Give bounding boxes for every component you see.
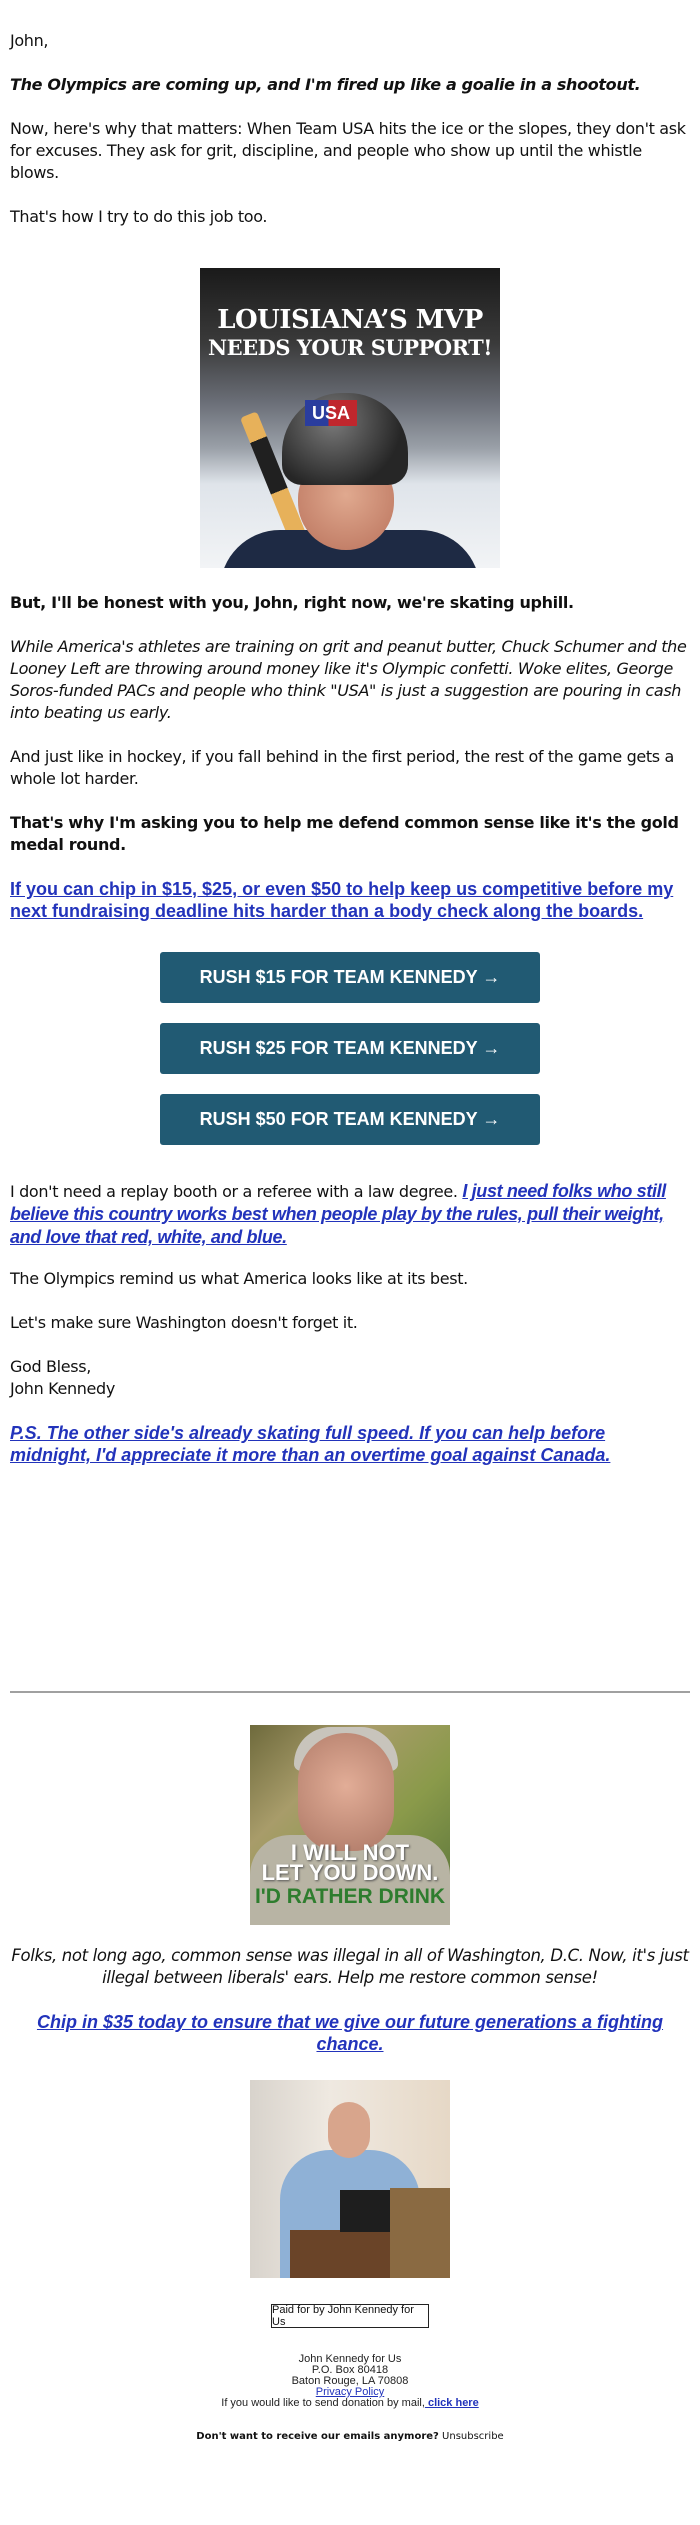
mail-donation-text: If you would like to send donation by mail, <box>221 2397 425 2409</box>
photo-caption-green: I'D RATHER DRINK <box>254 1885 446 1908</box>
hero-title-line2: NEEDS YOUR SUPPORT! <box>207 335 493 360</box>
signoff: God Bless, <box>10 1357 91 1376</box>
paragraph-why: Now, here's why that matters: When Team USA hits the ice or the slopes, they don't ask for excuses. They ask for grit, discipline, and people who show up until the whistle blows. <box>10 119 686 182</box>
unsubscribe-line <box>0 2431 700 2442</box>
caption-line1: I WILL NOT <box>290 1840 410 1865</box>
kennedy-photo-tablet[interactable] <box>250 2080 450 2278</box>
donate-15-button[interactable]: RUSH $15 FOR TEAM KENNEDY → <box>160 952 540 1003</box>
quote-paragraph: Folks, not long ago, common sense was illegal in all of Washington, D.C. Now, it's just illegal between liberals' ears. Help me restore common sense! <box>11 1946 689 1987</box>
caption-line2: LET YOU DOWN. <box>261 1860 439 1885</box>
chair-shape <box>390 2188 450 2278</box>
unsubscribe-question: Don't want to receive our emails anymore? <box>196 2431 439 2442</box>
footer-po-box: P.O. Box 80418 <box>311 2364 389 2376</box>
chip-in-link[interactable]: If you can chip in $15, $25, or even $50 to help keep us competitive before my next fundraising deadline hits harder than a body check along the boards. <box>10 879 674 921</box>
ps-paragraph <box>10 1422 690 1466</box>
photo-caption-white <box>250 1840 450 1885</box>
paragraph-job: That's how I try to do this job too. <box>10 207 268 226</box>
cta-paragraph <box>10 2011 690 2055</box>
footer-mail-line <box>0 2398 700 2409</box>
hero-image-louisianas-mvp[interactable] <box>200 268 500 568</box>
hero-title <box>200 306 500 362</box>
paragraph-replay <box>10 1180 690 1249</box>
paragraph-hockey: And just like in hockey, if you fall behind in the first period, the rest of the game gets a whole lot harder. <box>10 747 674 788</box>
paragraph-olympics: The Olympics remind us what America looks like at its best. <box>10 1269 468 1288</box>
click-here-link[interactable]: click here <box>424 2397 479 2409</box>
chip-in-paragraph <box>10 878 690 922</box>
ps-link[interactable]: P.S. The other side's already skating full speed. If you can help before midnight, I'd appreciate it more than an overtime goal against Canada. <box>10 1423 611 1465</box>
footer-address <box>0 2354 700 2409</box>
chip-in-35-link[interactable]: Chip in $35 today to ensure that we give our future generations a fighting chance. <box>36 2012 664 2054</box>
intro-line: The Olympics are coming up, and I'm fired up like a goalie in a shootout. <box>10 75 641 94</box>
footer-org: John Kennedy for Us <box>298 2353 402 2365</box>
paid-for-disclaimer: Paid for by John Kennedy for Us <box>271 2304 429 2328</box>
donate-50-button[interactable]: RUSH $50 FOR TEAM KENNEDY → <box>160 1094 540 1145</box>
head-shape <box>298 1733 394 1851</box>
usa-badge: USA <box>305 400 357 426</box>
signature: John Kennedy <box>10 1379 115 1398</box>
kennedy-photo-will-not-let-you-down[interactable] <box>250 1725 450 1925</box>
replay-link[interactable]: I just need folks who still believe this country works best when people play by the rules, pull their weight, and love that red, white, and blue. <box>10 1181 666 1247</box>
replay-text: I don't need a replay booth or a referee with a law degree. <box>10 1182 463 1201</box>
unsubscribe-link[interactable]: Unsubscribe <box>442 2431 504 2442</box>
paragraph-asking: That's why I'm asking you to help me defend common sense like it's the gold medal round. <box>10 813 679 854</box>
tablet-icon <box>340 2190 392 2232</box>
paragraph-uphill: But, I'll be honest with you, John, right now, we're skating uphill. <box>10 593 574 612</box>
greeting: John, <box>10 31 49 50</box>
privacy-policy-link[interactable]: Privacy Policy <box>315 2386 385 2398</box>
paragraph-athletes: While America's athletes are training on grit and peanut butter, Chuck Schumer and the Looney Left are throwing around money like it's Olympic confetti. Woke elites, George Soros-funded PACs and people who think "USA" is just a suggestion are pouring in cash into beating us early. <box>10 637 687 722</box>
paragraph-washington: Let's make sure Washington doesn't forget it. <box>10 1313 358 1332</box>
footer-city: Baton Rouge, LA 70808 <box>291 2375 409 2387</box>
donate-25-button[interactable]: RUSH $25 FOR TEAM KENNEDY → <box>160 1023 540 1074</box>
hero-title-line1: LOUISIANA’S MVP <box>217 305 483 335</box>
section-divider <box>10 1691 690 1693</box>
head-shape <box>328 2102 370 2158</box>
